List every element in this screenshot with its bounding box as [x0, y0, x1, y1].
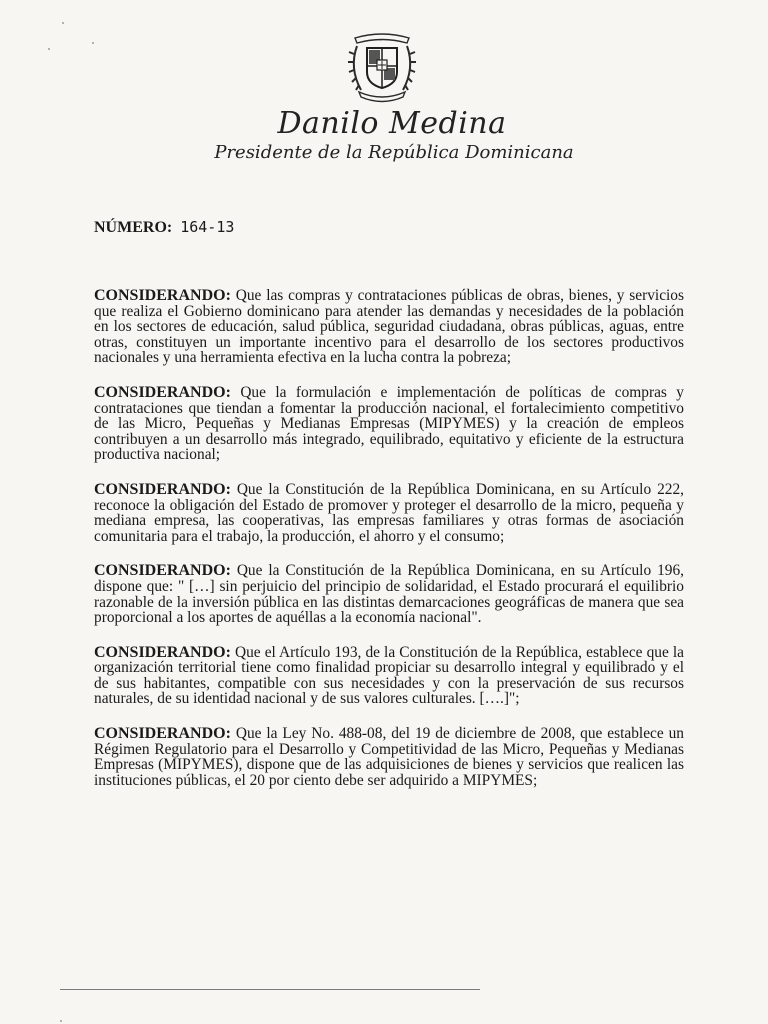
- considerando-text: Que el Artículo 193, de la Constitución de la República, establece que la organización territorial tiene como finalidad propiciar su desarrollo integral y equilibrado y el de sus habitantes, compatible con sus necesidades y con la preservación de sus recursos naturales, de su identidad nacional y de sus valores culturales. [….]";: [94, 643, 684, 708]
- scan-speck: [48, 48, 50, 50]
- decree-number-value: 164-13: [180, 218, 235, 236]
- considerando-keyword: CONSIDERANDO:: [94, 287, 231, 304]
- signature-name: Danilo Medina: [277, 106, 507, 141]
- document-body: [94, 288, 684, 807]
- considerando-keyword: CONSIDERANDO:: [94, 725, 231, 743]
- considerando-paragraph: [94, 645, 684, 707]
- signature-title: Presidente de la República Dominicana: [214, 142, 574, 163]
- considerando-text: Que la formulación e implementación de políticas de compras y contrataciones que tiendan a fomentar la producción nacional, el fortalecimiento competitivo de las Micro, Pequeñas y Medianas Empresas (MIPYMES) y la creación de empleos contribuyen a un desarrollo más integrado, equilibrado, equitativo y eficiente de la estructura productiva nacional;: [94, 383, 684, 464]
- considerando-paragraph: [94, 726, 684, 788]
- considerando-paragraph: [94, 288, 684, 366]
- dominican-republic-coat-of-arms-icon: [345, 28, 419, 106]
- considerando-text: Que la Constitución de la República Dominicana, en su Artículo 222, reconoce la obligación del Estado de promover y proteger el desarrollo de la micro, pequeña y mediana empresa, las cooperativas, las empresas familiares y otras formas de asociación comunitaria para el trabajo, la producción, el ahorro y el consumo;: [94, 480, 684, 545]
- considerando-paragraph: [94, 563, 684, 625]
- considerando-keyword: CONSIDERANDO:: [94, 562, 231, 580]
- considerando-keyword: CONSIDERANDO:: [94, 480, 231, 498]
- decree-number-label: NÚMERO:: [94, 219, 173, 236]
- considerando-keyword: CONSIDERANDO:: [94, 643, 231, 661]
- decree-number: [94, 218, 234, 237]
- considerando-text: Que la Constitución de la República Dominicana, en su Artículo 196, dispone que: " […] sin perjuicio del principio de solidaridad, el Estado procurará el equilibrio razonable de la inversión pública en las distintas demarcaciones geográficas de manera que sea proporcional a los aportes de aquéllas a la economía nacional".: [94, 562, 684, 627]
- scan-speck: [62, 22, 64, 24]
- considerando-text: Que la Ley No. 488-08, del 19 de diciembre de 2008, que establece un Régimen Regulatorio para el Desarrollo y Competitividad de las Micro, Pequeñas y Medianas Empresas (MIPYMES), dispone que de las adquisiciones de bienes y servicios que realicen las instituciones públicas, el 20 por ciento debe ser adquirido a MIPYMES;: [94, 725, 684, 789]
- considerando-paragraph: [94, 385, 684, 463]
- considerando-text: Que las compras y contrataciones públicas de obras, bienes, y servicios que realiza el Gobierno dominicano para atender las demandas y necesidades de la población en los sectores de educación, salud pública, seguridad ciudadana, obras públicas, aguas, entre otras, constituyen un importante incentivo para el desarrollo de los sectores productivos nacionales y una herramienta efectiva en la lucha contra la pobreza;: [94, 287, 684, 367]
- considerando-keyword: CONSIDERANDO:: [94, 383, 231, 401]
- scan-speck: [60, 1020, 62, 1022]
- considerando-paragraph: [94, 482, 684, 544]
- scan-speck: [92, 42, 94, 44]
- footer-divider: [60, 989, 480, 990]
